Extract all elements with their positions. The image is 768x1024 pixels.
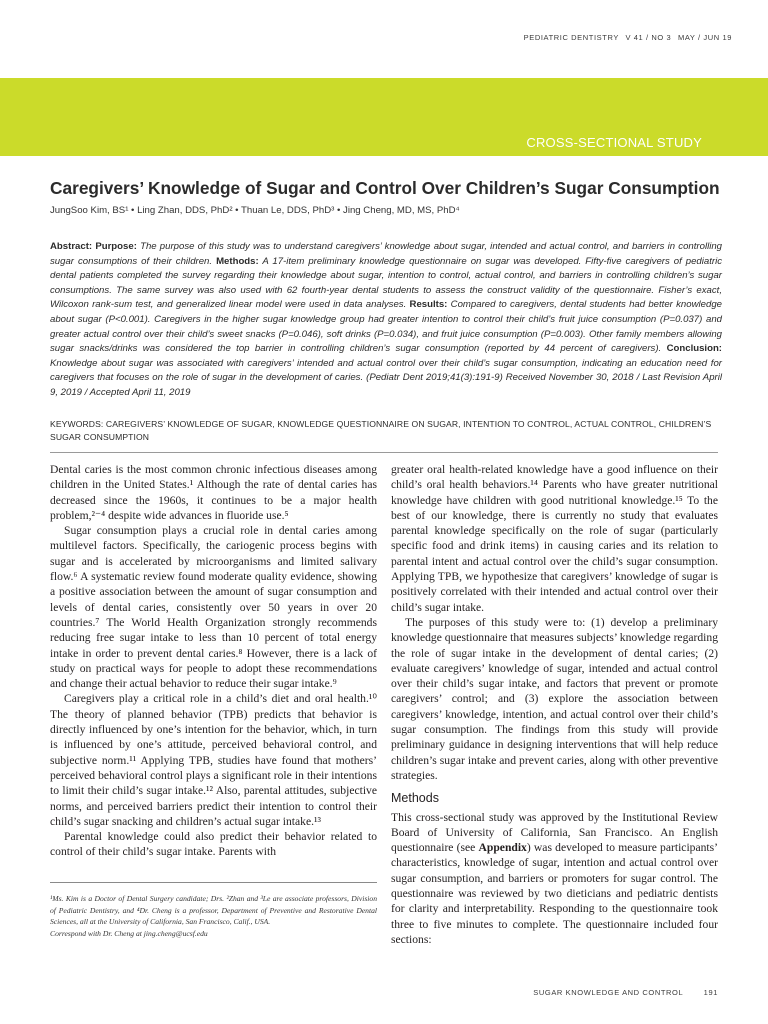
body-paragraph: Caregivers play a critical role in a child’s diet and oral health.¹⁰ The theory of planned behavior (TPB) predicts that behavior is directly influenced by one’s intention for the behavior, which, in turn is influenced by one’s attitude, perceived behavioral control, and subjective norm.¹¹ Applying TPB, studies have found that mothers’ perceived behavioral control plays a significant role in their intentions to limit their child’s sugar intake.¹² Also, parental attitudes, subjective norms, and perceived barriers predict their intention to control their child’s sugar snacking and children’s actual sugar intake.¹³ xyxy=(50,692,377,828)
page-footer xyxy=(533,988,718,997)
running-title: SUGAR KNOWLEDGE AND CONTROL xyxy=(533,988,683,997)
body-paragraph: The purposes of this study were to: (1) develop a preliminary knowledge questionnaire that measures subjects’ knowledge regarding the role of sugar intake in the development of dental caries; (2) evaluate caregivers’ knowledge of sugar, intended and actual control over their child’s sugar intake, and factors that prevent or promote caregivers’ control; and (3) explore the association between caregivers’ knowledge, intention, and actual control over their child’s sugar consumption. The findings from this study will provide preliminary guidance in designing interventions that will help reduce children’s sugar intake and prevent caries, along with other preventive strategies. xyxy=(391,615,718,782)
methods-paragraph xyxy=(391,810,718,948)
methods-label: Methods: xyxy=(216,255,259,267)
methods-heading: Methods xyxy=(391,791,439,806)
journal-volume: V 41 / NO 3 xyxy=(625,33,672,42)
right-column xyxy=(391,462,718,947)
body-paragraph: Sugar consumption plays a crucial role in dental caries among multilevel factors. Specifically, the cariogenic process begins with sugar and is accelerated by microorganisms and limited salivary flow.⁶ A systematic review found moderate quality evidence, showing a positive association between the amount of sugar consumption and levels of dental caries, consistently over 50 years in over 20 countries.⁷ The World Health Organization strongly recommends reducing free sugar intake to less than 10 percent of total energy intake in order to prevent dental caries.⁸ However, there is a lack of study on practical ways for people to adopt these recommendations and change their actual behavior to reduce their sugar intake.⁹ xyxy=(50,524,377,691)
footnote-divider xyxy=(50,882,377,883)
methods-text-before: This cross-sectional study was approved by the Institutional Review Board of University of California, San Francisco. An English questionnaire (see xyxy=(391,810,718,855)
abstract xyxy=(50,240,722,401)
footnote-correspondence: Correspond with Dr. Cheng at jing.cheng@ucsf.edu xyxy=(50,929,208,939)
journal-date: MAY / JUN 19 xyxy=(677,33,732,42)
purpose-text: The purpose of this study was to understand caregivers’ knowledge about sugar, intended and actual control, and barriers in controlling sugar consumptions of their children. xyxy=(50,241,723,267)
body-paragraph: Dental caries is the most common chronic infectious diseases among children in the United States.¹ Although the rate of dental caries has decreased since the 1960s, it continues to be a major health problem,²⁻⁴ despite wide advances in fluoride use.⁵ xyxy=(50,463,377,522)
journal-header xyxy=(520,33,732,42)
article-title: Caregivers’ Knowledge of Sugar and Control Over Children’s Sugar Consumption xyxy=(50,178,720,198)
results-label: Results: xyxy=(409,299,448,311)
methods-text-after: ) was developed to measure participants’ characteristics, knowledge of sugar, intention and actual control over sugar consumption, and barriers or promoters for sugar control. The questionnaire was reviewed by two dieticians and pediatric dentists for clarity and interpretability. Responding to the questionnaire took three to five minutes to complete. The questionnaire included four sections: xyxy=(391,841,718,946)
left-column xyxy=(50,462,377,860)
appendix-link[interactable]: Appendix xyxy=(478,841,527,855)
page-number: 191 xyxy=(703,988,718,997)
keywords: KEYWORDS: CAREGIVERS’ KNOWLEDGE OF SUGAR, KNOWLEDGE QUESTIONNAIRE ON SUGAR, INTENTION TO CONTROL, ACTUAL CONTROL, CHILDREN’S SUGAR CONSUMPTION xyxy=(50,419,712,442)
footnote-affiliations: ¹Ms. Kim is a Doctor of Dental Surgery candidate; Drs. ²Zhan and ³Le are associate professors, Division of Pediatric Dentistry, and ⁴Dr. Cheng is a professor, Department of Preventive and Restorative Dental Sciences, all at the University of California, San Francisco, Calif., USA. xyxy=(50,894,377,927)
conclusion-label: Conclusion: xyxy=(666,343,723,355)
abstract-lead: Abstract: xyxy=(50,241,93,252)
results-text: Compared to caregivers, dental students had better knowledge about sugar (P<0.001). Caregivers in the higher sugar knowledge group had greater intention to control their child’s fruit juice consumption (P=0.037) and greater actual control over their child’s sweet snacks (P=0.046), soft drinks (P=0.034), and fruit juice consumption (P=0.003). Other family members allowing sugar snacks/drinks was considered the top barrier in controlling children’s sugar consumption (reported by 44 percent of caregivers). xyxy=(50,299,722,355)
footnote xyxy=(50,893,377,940)
journal-name: PEDIATRIC DENTISTRY xyxy=(523,33,619,42)
conclusion-text: Knowledge about sugar was associated with caregivers’ intended and actual control over their child’s sugar consumption, indicating an education need for caregivers that focuses on the role of sugar in the development of caries. (Pediatr Dent 2019;41(3):191-9) Received November 30, 2018 / Last Revision April 9, 2019 / Accepted April 11, 2019 xyxy=(50,357,722,398)
body-paragraph: Parental knowledge could also predict their behavior related to control of their child’s sugar intake. Parents with xyxy=(50,830,377,859)
purpose-label: Purpose: xyxy=(95,241,137,252)
author-list: JungSoo Kim, BS¹ • Ling Zhan, DDS, PhD² • Thuan Le, DDS, PhD³ • Jing Cheng, MD, MS, PhD⁴ xyxy=(50,205,460,216)
section-label: CROSS-SECTIONAL STUDY xyxy=(526,135,702,150)
divider xyxy=(50,452,718,453)
body-paragraph: greater oral health-related knowledge have a good influence on their child’s oral health behaviors.¹⁴ Parents who have greater nutritional knowledge have children with good nutritional knowledge.¹⁵ To the best of our knowledge, there is currently no study that evaluates parental knowledge specifically on the role of sugar (particularly specific food and drink items) in causing caries and its relation to parental intent and actual control over the child’s sugar consumption. Applying TPB, we hypothesize that caregivers’ knowledge of sugar is positively correlated with their intended and actual control over their child’s sugar intake. xyxy=(391,463,718,614)
methods-text: A 17-item preliminary knowledge questionnaire on sugar was developed. Fifty-five caregivers of pediatric dental patients completed the survey regarding their knowledge about sugar, intention to control, actual control, and barriers in controlling children’s sugar consumptions. The same survey was also used with 62 fourth-year dental students to assess the construct validity of the questionnaire. Fisher’s exact, Wilcoxon rank-sum test, and generalized linear model were used in data analyses. xyxy=(50,255,723,311)
